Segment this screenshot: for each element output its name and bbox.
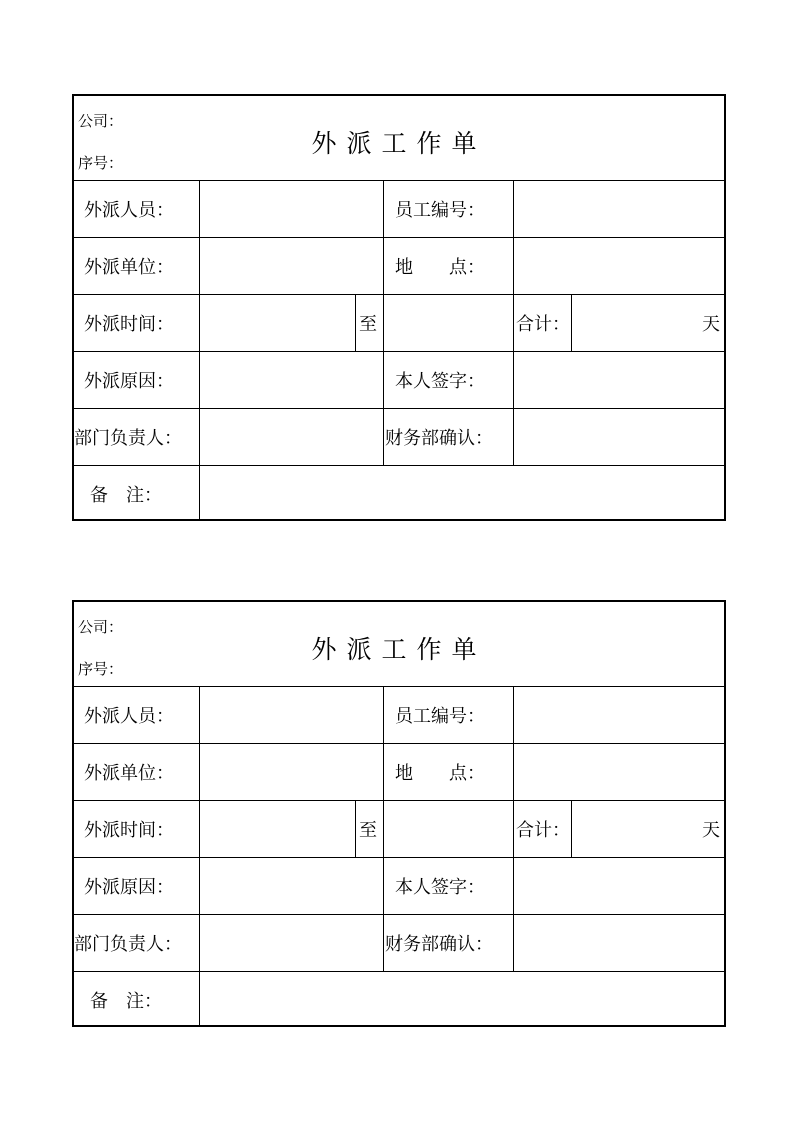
column-divider <box>383 686 384 800</box>
day-label: 天 <box>702 314 720 335</box>
to-label: 至 <box>359 820 377 841</box>
form-title: 外派工作单 <box>311 635 487 664</box>
form-title: 外派工作单 <box>311 129 487 158</box>
dept-head-label: 部门负责人： <box>74 428 182 449</box>
column-divider <box>383 857 384 971</box>
employee-no-label: 员工编号： <box>395 706 485 727</box>
reason-label: 外派原因： <box>84 371 174 392</box>
time-label: 外派时间： <box>84 820 174 841</box>
total-label: 合计： <box>516 820 570 841</box>
finance-label: 财务部确认： <box>385 428 493 449</box>
work-order-form-1 <box>72 94 726 521</box>
work-order-form-2 <box>72 600 726 1027</box>
row-divider <box>74 180 724 181</box>
signature-label: 本人签字： <box>395 877 485 898</box>
row-divider <box>74 408 724 409</box>
form-header <box>74 96 724 180</box>
employee-no-label: 员工编号： <box>395 200 485 221</box>
serial-label: 序号： <box>78 154 124 172</box>
serial-label: 序号： <box>78 660 124 678</box>
location-label: 地 点： <box>395 257 485 278</box>
column-divider <box>355 294 356 351</box>
unit-label: 外派单位： <box>84 257 174 278</box>
company-label: 公司： <box>78 618 124 636</box>
row-divider <box>74 465 724 466</box>
company-label: 公司： <box>78 112 124 130</box>
column-divider <box>513 294 514 351</box>
column-divider <box>513 351 514 465</box>
column-divider <box>571 294 572 351</box>
remarks-label: 备 注： <box>90 485 162 506</box>
employee-label: 外派人员： <box>84 200 174 221</box>
form-header <box>74 602 724 686</box>
column-divider <box>383 294 384 351</box>
row-divider <box>74 351 724 352</box>
to-label: 至 <box>359 314 377 335</box>
column-divider <box>383 180 384 294</box>
time-label: 外派时间： <box>84 314 174 335</box>
row-divider <box>74 800 724 801</box>
row-divider <box>74 294 724 295</box>
row-divider <box>74 914 724 915</box>
row-divider <box>74 237 724 238</box>
remarks-label: 备 注： <box>90 991 162 1012</box>
reason-label: 外派原因： <box>84 877 174 898</box>
signature-label: 本人签字： <box>395 371 485 392</box>
column-divider <box>513 800 514 857</box>
row-divider <box>74 971 724 972</box>
total-label: 合计： <box>516 314 570 335</box>
column-divider <box>571 800 572 857</box>
row-divider <box>74 686 724 687</box>
unit-label: 外派单位： <box>84 763 174 784</box>
column-divider <box>199 686 200 1027</box>
finance-label: 财务部确认： <box>385 934 493 955</box>
column-divider <box>383 351 384 465</box>
employee-label: 外派人员： <box>84 706 174 727</box>
column-divider <box>199 180 200 521</box>
column-divider <box>513 180 514 294</box>
column-divider <box>383 800 384 857</box>
column-divider <box>513 686 514 800</box>
day-label: 天 <box>702 820 720 841</box>
column-divider <box>355 800 356 857</box>
location-label: 地 点： <box>395 763 485 784</box>
row-divider <box>74 743 724 744</box>
column-divider <box>513 857 514 971</box>
row-divider <box>74 857 724 858</box>
dept-head-label: 部门负责人： <box>74 934 182 955</box>
